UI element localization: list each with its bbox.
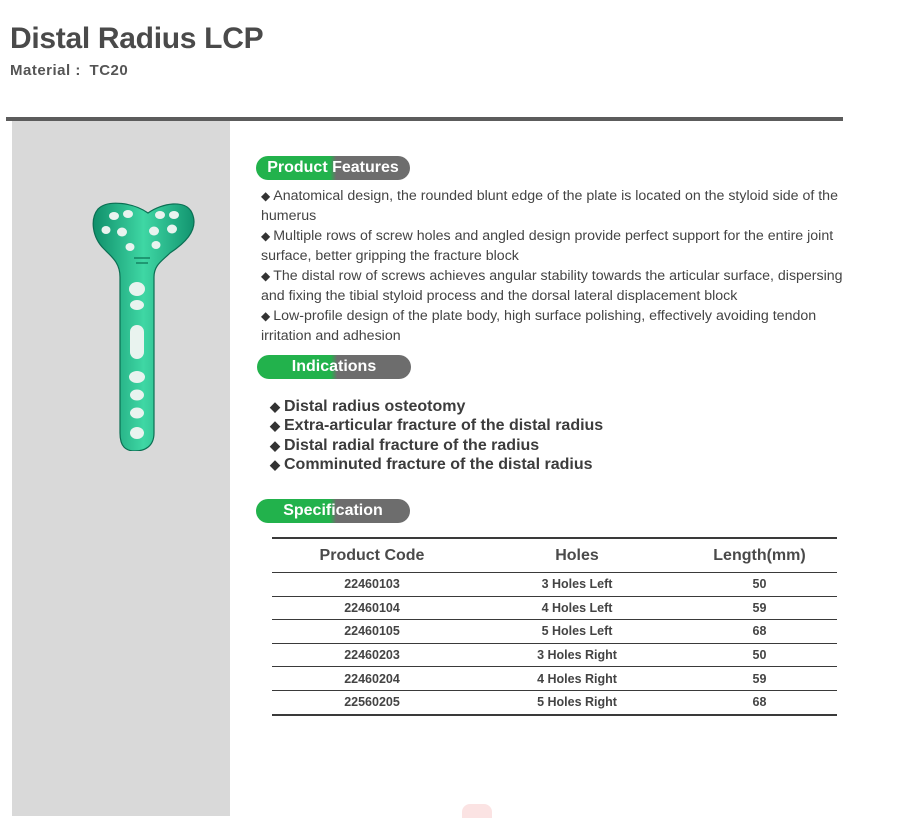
cell-length: 50 bbox=[682, 643, 837, 667]
page-title: Distal Radius LCP bbox=[10, 22, 264, 55]
diamond-bullet-icon: ◆ bbox=[270, 456, 280, 472]
material-label: Material : bbox=[10, 62, 81, 79]
list-item: ◆ The distal row of screws achieves angular stability towards the articular surface, dispersing and fixing the tibial styloid process and the dorsal lateral displacement block bbox=[261, 268, 843, 304]
cell-holes: 3 Holes Right bbox=[472, 643, 682, 667]
table-row bbox=[272, 643, 837, 667]
cell-product-code: 22460103 bbox=[272, 573, 472, 597]
product-features-heading: Product Features bbox=[256, 156, 410, 180]
list-item: ◆ Anatomical design, the rounded blunt edge of the plate is located on the styloid side of the humerus bbox=[261, 188, 838, 224]
cell-product-code: 22460104 bbox=[272, 596, 472, 620]
diamond-bullet-icon: ◆ bbox=[261, 309, 271, 323]
list-item: ◆ Comminuted fracture of the distal radius bbox=[270, 455, 593, 473]
cell-holes: 3 Holes Left bbox=[472, 573, 682, 597]
indications-heading: Indications bbox=[257, 355, 411, 379]
material-value: TC20 bbox=[89, 62, 129, 79]
specification-heading: Specification bbox=[256, 499, 410, 523]
diamond-bullet-icon: ◆ bbox=[270, 399, 280, 414]
table-row bbox=[272, 573, 837, 597]
cell-length: 68 bbox=[682, 690, 837, 714]
list-item: ◆ Distal radius osteotomy bbox=[270, 398, 466, 415]
cell-product-code: 22560205 bbox=[272, 690, 472, 714]
distal-radius-plate-image bbox=[90, 201, 200, 451]
cell-holes: 4 Holes Right bbox=[472, 667, 682, 691]
table-header-row bbox=[272, 538, 837, 573]
list-item: ◆ Distal radial fracture of the radius bbox=[270, 436, 540, 454]
product-features-list bbox=[261, 186, 861, 346]
cell-product-code: 22460204 bbox=[272, 667, 472, 691]
diamond-bullet-icon: ◆ bbox=[270, 418, 280, 434]
diamond-bullet-icon: ◆ bbox=[261, 229, 271, 243]
list-item: ◆ Low-profile design of the plate body, high surface polishing, effectively avoiding tendon irritation and adhesion bbox=[261, 308, 817, 344]
cell-product-code: 22460203 bbox=[272, 643, 472, 667]
cell-length: 68 bbox=[682, 620, 837, 644]
list-item: ◆ Multiple rows of screw holes and angled design provide perfect support for the entire joint surface, better gripping the fracture block bbox=[261, 228, 834, 264]
cell-holes: 4 Holes Left bbox=[472, 596, 682, 620]
material-line bbox=[10, 62, 128, 79]
cell-length: 50 bbox=[682, 573, 837, 597]
diamond-bullet-icon: ◆ bbox=[270, 437, 280, 453]
column-header-product-code: Product Code bbox=[272, 538, 472, 573]
product-image-panel bbox=[12, 121, 230, 816]
cell-length: 59 bbox=[682, 667, 837, 691]
table-row bbox=[272, 596, 837, 620]
diamond-bullet-icon: ◆ bbox=[261, 189, 271, 203]
cell-product-code: 22460105 bbox=[272, 620, 472, 644]
table-row bbox=[272, 620, 837, 644]
list-item: ◆ Extra-articular fracture of the distal radius bbox=[270, 417, 604, 435]
diamond-bullet-icon: ◆ bbox=[261, 269, 271, 283]
cell-holes: 5 Holes Right bbox=[472, 690, 682, 714]
indications-list bbox=[270, 397, 603, 474]
cell-length: 59 bbox=[682, 596, 837, 620]
column-header-length: Length(mm) bbox=[682, 538, 837, 573]
table-row bbox=[272, 690, 837, 714]
column-header-holes: Holes bbox=[472, 538, 682, 573]
specification-table bbox=[272, 537, 837, 716]
cell-holes: 5 Holes Left bbox=[472, 620, 682, 644]
table-row bbox=[272, 667, 837, 691]
